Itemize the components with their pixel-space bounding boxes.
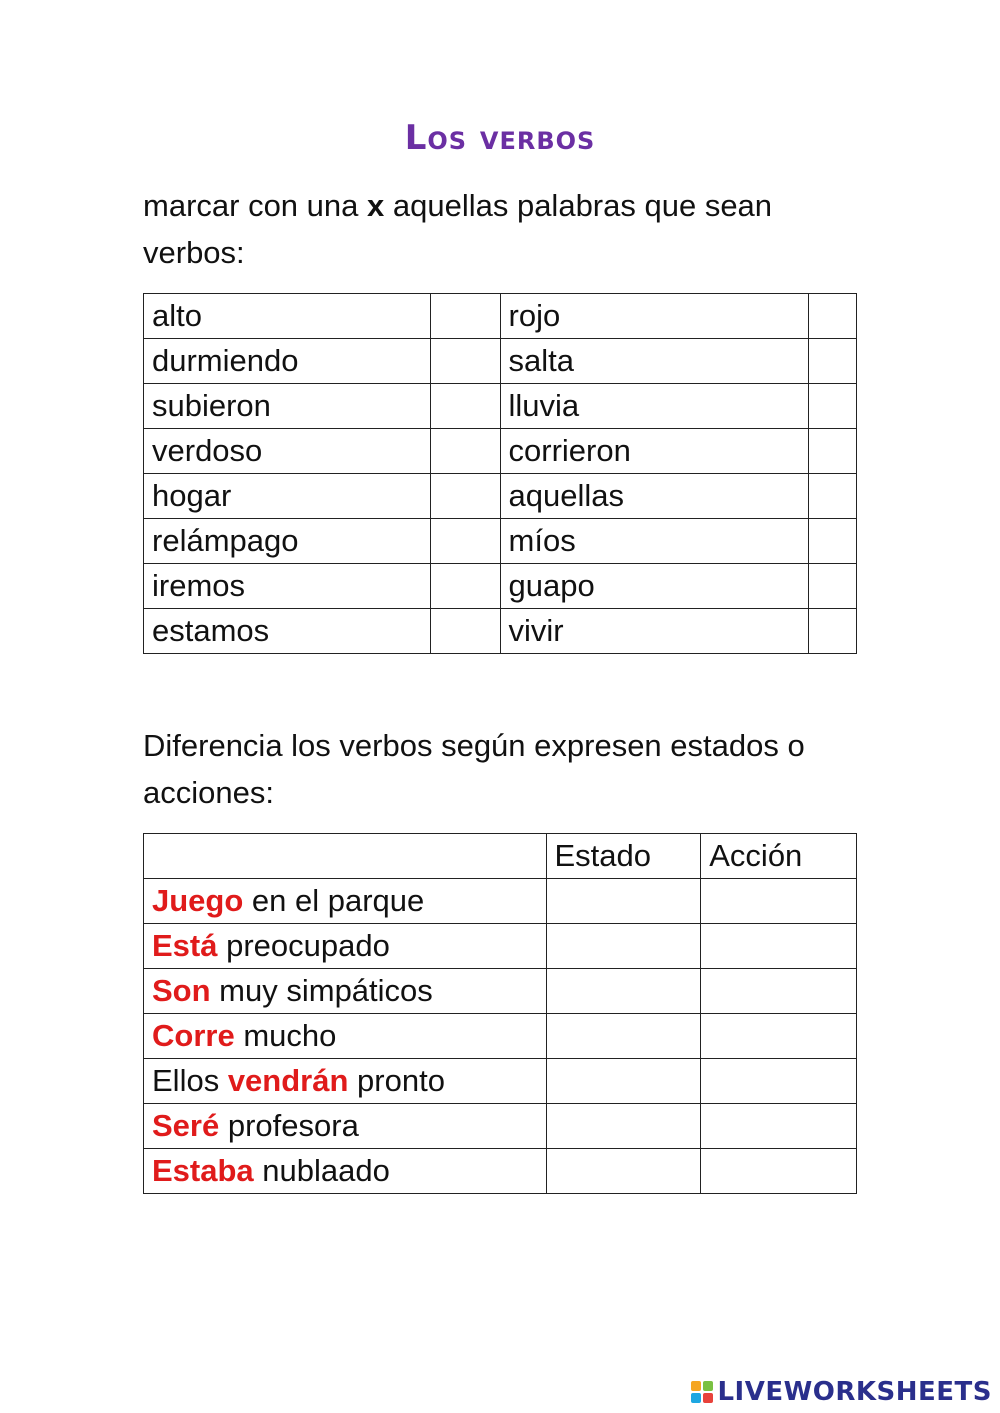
word-cell: lluvia <box>500 384 809 429</box>
sentence-row <box>144 1014 857 1059</box>
estado-box[interactable] <box>546 924 701 969</box>
verb-table-row <box>144 429 857 474</box>
sentence-row <box>144 1149 857 1194</box>
word-cell: rojo <box>500 294 809 339</box>
word-cell: subieron <box>144 384 431 429</box>
verb-table-row <box>144 339 857 384</box>
sentence-cell <box>144 924 547 969</box>
verb-table-row <box>144 564 857 609</box>
sentence-row <box>144 1059 857 1104</box>
page-title: Los verbos <box>404 118 596 158</box>
word-cell: vivir <box>500 609 809 654</box>
highlighted-verb: vendrán <box>227 1063 349 1098</box>
sentence-row <box>144 969 857 1014</box>
sentence-row <box>144 1104 857 1149</box>
sentence-after: profesora <box>219 1108 359 1143</box>
sentence-after: muy simpáticos <box>210 973 433 1008</box>
word-cell: alto <box>144 294 431 339</box>
mark-box[interactable] <box>430 564 500 609</box>
mark-box[interactable] <box>430 609 500 654</box>
sentence-cell <box>144 1149 547 1194</box>
column-header: Acción <box>701 834 857 879</box>
brand-name: LIVEWORKSHEETS <box>717 1377 992 1407</box>
word-cell: míos <box>500 519 809 564</box>
mark-box[interactable] <box>430 429 500 474</box>
liveworksheets-brand <box>691 1377 992 1407</box>
word-cell: aquellas <box>500 474 809 519</box>
mark-box[interactable] <box>809 519 857 564</box>
instruction-text-before: marcar con una <box>143 188 367 223</box>
estado-box[interactable] <box>546 1014 701 1059</box>
mark-box[interactable] <box>809 564 857 609</box>
estado-box[interactable] <box>546 1059 701 1104</box>
estado-box[interactable] <box>546 879 701 924</box>
word-cell: estamos <box>144 609 431 654</box>
mark-box[interactable] <box>430 384 500 429</box>
highlighted-verb: Corre <box>152 1018 235 1053</box>
word-cell: salta <box>500 339 809 384</box>
mark-box[interactable] <box>809 384 857 429</box>
highlighted-verb: Son <box>152 973 211 1008</box>
sentence-after: en el parque <box>243 883 425 918</box>
accion-box[interactable] <box>701 1059 857 1104</box>
accion-box[interactable] <box>701 969 857 1014</box>
highlighted-verb: Juego <box>152 883 244 918</box>
mark-box[interactable] <box>430 339 500 384</box>
verb-table-row <box>144 519 857 564</box>
instruction-text-after: aquellas palabras que sean verbos: <box>143 188 773 270</box>
accion-box[interactable] <box>701 924 857 969</box>
verb-table-row <box>144 294 857 339</box>
estado-box[interactable] <box>546 1104 701 1149</box>
word-cell: durmiendo <box>144 339 431 384</box>
highlighted-verb: Está <box>152 928 218 963</box>
sentence-row <box>144 924 857 969</box>
mark-box[interactable] <box>809 339 857 384</box>
mark-box[interactable] <box>809 474 857 519</box>
sentence-before: Ellos <box>152 1063 228 1098</box>
mark-box[interactable] <box>430 294 500 339</box>
accion-box[interactable] <box>701 879 857 924</box>
sentence-cell <box>144 1104 547 1149</box>
word-cell: iremos <box>144 564 431 609</box>
state-action-table <box>143 833 857 1194</box>
mark-box[interactable] <box>809 429 857 474</box>
verb-table-row <box>144 609 857 654</box>
table-header-row <box>144 834 857 879</box>
accion-box[interactable] <box>701 1014 857 1059</box>
verbs-checkbox-table <box>143 293 857 654</box>
sentence-row <box>144 879 857 924</box>
accion-box[interactable] <box>701 1104 857 1149</box>
accion-box[interactable] <box>701 1149 857 1194</box>
mark-box[interactable] <box>809 294 857 339</box>
exercise2-instruction: Diferencia los verbos según expresen estados o acciones: <box>143 728 805 810</box>
word-cell: hogar <box>144 474 431 519</box>
mark-box[interactable] <box>809 609 857 654</box>
sentence-after: preocupado <box>217 928 390 963</box>
instruction-mark-x: x <box>367 188 385 223</box>
estado-box[interactable] <box>546 969 701 1014</box>
verb-table-row <box>144 474 857 519</box>
word-cell: guapo <box>500 564 809 609</box>
column-header: Estado <box>546 834 701 879</box>
exercise1-instruction <box>143 182 863 276</box>
sentence-cell <box>144 1059 547 1104</box>
sentence-after: nublaado <box>253 1153 390 1188</box>
sentence-cell <box>144 1014 547 1059</box>
liveworksheets-logo-icon <box>691 1381 713 1403</box>
mark-box[interactable] <box>430 519 500 564</box>
sentence-cell <box>144 969 547 1014</box>
column-header <box>144 834 547 879</box>
word-cell: relámpago <box>144 519 431 564</box>
word-cell: corrieron <box>500 429 809 474</box>
word-cell: verdoso <box>144 429 431 474</box>
sentence-after: mucho <box>234 1018 337 1053</box>
highlighted-verb: Seré <box>152 1108 220 1143</box>
verb-table-row <box>144 384 857 429</box>
sentence-after: pronto <box>348 1063 445 1098</box>
estado-box[interactable] <box>546 1149 701 1194</box>
highlighted-verb: Estaba <box>152 1153 254 1188</box>
mark-box[interactable] <box>430 474 500 519</box>
sentence-cell <box>144 879 547 924</box>
